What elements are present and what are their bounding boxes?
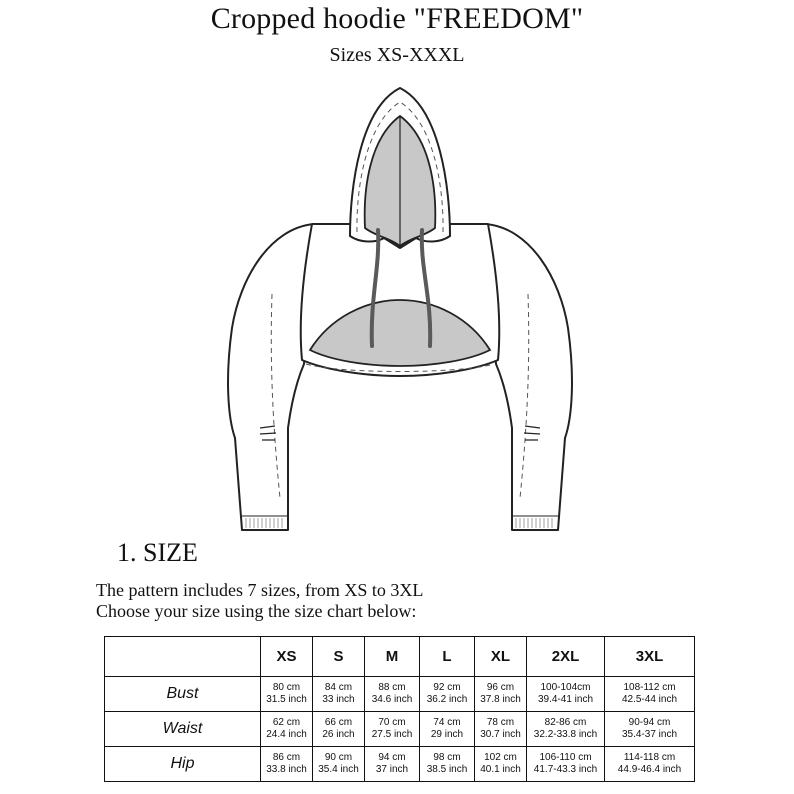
measurement-cell [605, 712, 695, 747]
size-column-header: XL [475, 637, 527, 677]
measurement-cell [365, 677, 420, 712]
measurement-cm: 74 cm [433, 717, 461, 728]
measurement-inch: 29 inch [430, 729, 464, 740]
cropped-hoodie-illustration [220, 78, 580, 544]
measurement-cm: 80 cm [272, 682, 301, 693]
measurement-cell [313, 677, 365, 712]
measurement-inch: 27.5 inch [371, 729, 413, 740]
measurement-inch: 37.8 inch [480, 694, 521, 705]
intro-line-2: Choose your size using the size chart below: [96, 601, 417, 621]
measurement-cell [420, 712, 475, 747]
measurement-cell [605, 747, 695, 782]
measurement-inch: 35.4 inch [318, 764, 359, 775]
measurement-inch: 33 inch [322, 694, 355, 705]
measurement-inch: 26 inch [322, 729, 355, 740]
measurement-label: Waist [105, 712, 261, 747]
measurement-cm: 88 cm [378, 682, 406, 693]
size-chart-corner-cell [105, 637, 261, 677]
measurement-inch: 31.5 inch [266, 694, 307, 705]
measurement-cell [605, 677, 695, 712]
measurement-inch: 37 inch [375, 764, 409, 775]
page-subtitle: Sizes XS-XXXL [329, 44, 465, 66]
measurement-cell [261, 747, 313, 782]
page-title: Cropped hoodie "FREEDOM" [210, 2, 584, 35]
measurement-inch: 39.4-41 inch [537, 694, 594, 705]
measurement-label: Bust [105, 677, 261, 712]
measurement-cm: 106-110 cm [539, 752, 592, 763]
measurement-cm: 92 cm [433, 682, 461, 693]
measurement-cm: 90 cm [324, 752, 353, 763]
size-chart-row-waist [105, 712, 695, 747]
measurement-inch: 41.7-43.3 inch [533, 764, 598, 775]
measurement-cell [527, 677, 605, 712]
size-column-header: 3XL [605, 637, 695, 677]
measurement-inch: 44.9-46.4 inch [617, 764, 682, 775]
measurement-cell [365, 747, 420, 782]
measurement-cm: 102 cm [484, 752, 517, 763]
measurement-cm: 96 cm [486, 682, 515, 693]
measurement-inch: 36.2 inch [426, 694, 468, 705]
measurement-cm: 108-112 cm [623, 682, 676, 693]
measurement-inch: 35.4-37 inch [621, 729, 678, 740]
size-column-header: S [313, 637, 365, 677]
measurement-cm: 66 cm [324, 717, 353, 728]
measurement-cm: 70 cm [378, 717, 406, 728]
measurement-inch: 32.2-33.8 inch [533, 729, 598, 740]
measurement-cm: 78 cm [486, 717, 515, 728]
measurement-cell [475, 747, 527, 782]
measurement-cell [261, 677, 313, 712]
size-column-header: 2XL [527, 637, 605, 677]
measurement-cell [313, 747, 365, 782]
measurement-cm: 84 cm [324, 682, 353, 693]
size-chart-row-hip [105, 747, 695, 782]
size-chart-row-bust [105, 677, 695, 712]
size-column-header: XS [261, 637, 313, 677]
intro-line-1: The pattern includes 7 sizes, from XS to 3XL [96, 580, 424, 600]
measurement-cm: 100-104cm [540, 682, 591, 693]
size-column-header: L [420, 637, 475, 677]
measurement-inch: 40.1 inch [480, 764, 521, 775]
measurement-cm: 114-118 cm [623, 752, 676, 763]
measurement-cm: 94 cm [378, 752, 406, 763]
measurement-inch: 34.6 inch [371, 694, 413, 705]
size-chart-header-row [105, 637, 695, 677]
measurement-inch: 24.4 inch [266, 729, 307, 740]
measurement-cm: 90-94 cm [628, 717, 671, 728]
measurement-inch: 38.5 inch [426, 764, 468, 775]
measurement-label: Hip [105, 747, 261, 782]
measurement-cell [420, 677, 475, 712]
measurement-cell [420, 747, 475, 782]
size-column-header: M [365, 637, 420, 677]
measurement-inch: 30.7 inch [480, 729, 521, 740]
measurement-cm: 62 cm [272, 717, 301, 728]
measurement-cm: 82-86 cm [544, 717, 587, 728]
size-chart-table [104, 636, 695, 782]
section-heading: 1. SIZE [117, 538, 198, 567]
measurement-cell [527, 712, 605, 747]
measurement-inch: 42.5-44 inch [621, 694, 678, 705]
measurement-cell [475, 677, 527, 712]
measurement-cell [261, 712, 313, 747]
measurement-cell [365, 712, 420, 747]
measurement-cell [313, 712, 365, 747]
measurement-cell [527, 747, 605, 782]
measurement-cm: 86 cm [272, 752, 301, 763]
measurement-cm: 98 cm [433, 752, 461, 763]
measurement-inch: 33.8 inch [266, 764, 307, 775]
measurement-cell [475, 712, 527, 747]
